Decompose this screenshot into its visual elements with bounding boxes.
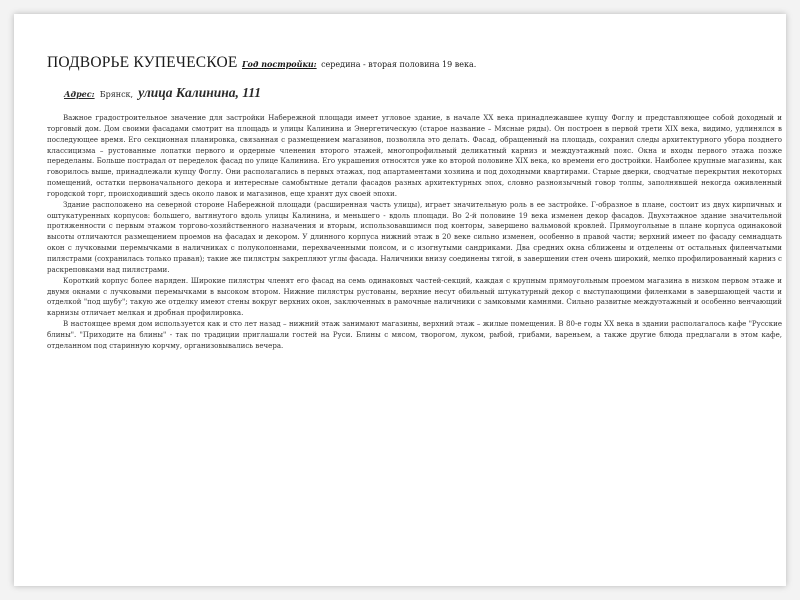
- document-sheet: [14, 14, 786, 586]
- document-title: ПОДВОРЬЕ КУПЕЧЕСКОЕ: [47, 54, 238, 71]
- title-line: [47, 54, 782, 74]
- address-city: Брянск,: [99, 90, 134, 99]
- address-line: [47, 84, 782, 103]
- year-label: Год постройки:: [242, 59, 317, 69]
- paragraph-4: В настоящее время дом используется как и сто лет назад – нижний этаж занимают магазины, верхний этаж – жилые помещения. В 80-е годы XX века в здании располагалось кафе "Русские блины". "Приходите на блины" - так по традиции приглашали гостей на Руси. Блины с мясом, творогом, луком, рыбой, грибами, вареньем, а также другие блюда предлагали в этом кафе, отделанном под старинную корчму, организовывались вечера.: [47, 319, 782, 350]
- document-content: [47, 54, 782, 352]
- address-street: улица Калинина, 111: [138, 85, 261, 100]
- document-body: [47, 113, 782, 352]
- year-value: середина - вторая половина 19 века.: [321, 60, 477, 69]
- paragraph-2: Здание расположено на северной стороне Набережной площади (расширенная часть улицы), играет значительную роль в ее застройке. Г-образное в плане, состоит из двух кирпичных и оштукатуренных корпусов: большего, вытянутого вдоль улицы Калинина, и меньшего - вдоль площади. Во 2-й половине 19 века изменен декор фасадов. Двухэтажное здание значительной протяженности с первым этажом торгово-хозяйственного назначения и вторым, использовавшимся под конторы, завершено вальмовой кровлей. Прямоугольные в плане корпуса одинаковой высоты отличаются размещением проемов на фасадах и декором. У длинного корпуса нижний этаж в 20 веке сильно изменен, особенно в правой части; верхний имеет по фасаду семнадцать окон с лучковыми перемычками в наличниках с полуколоннами, перехваченными поясом, и с изогнутыми сандриками. Два средних окна сближены и отделены от остальных филенчатыми пилястрами (сохранилась только правая); такие же пилястры закрепляют углы фасада. Наличники внизу соединены тягой, в завершении стен очень широкий, мелко профилированный карниз с раскреповками над пилястрами.: [47, 199, 782, 274]
- address-label: Адрес:: [64, 89, 95, 99]
- paragraph-3: Короткий корпус более наряден. Широкие пилястры членят его фасад на семь одинаковых частей-секций, каждая с крупным прямоугольным проемом магазина в низком первом этаже и двумя окнами с лучковыми перемычками в высоком втором. Нижние пилястры рустованы, верхние несут обильный штукатурный декор с выступающими филенками в завершающей части и отделкой "под шубу"; такую же отделку имеют стены вокруг верхних окон, заключенных в рамочные наличники с замковыми камнями. Сильно развитые междуэтажный и особенно венчающий карнизы отличает мелкая и дробная профилировка.: [47, 275, 782, 318]
- paragraph-1: Важное градостроительное значение для застройки Набережной площади имеет угловое здание, в начале XX века принадлежавшее купцу Фоглу и представляющее собой доходный и торговый дом. Дом своими фасадами смотрит на площадь и улицы Калинина и Энергетическую (старое название – Мясные ряды). Он построен в первой трети XIX века, видимо, удлинялся в последующее время. Его секционная планировка, связанная с размещением магазинов, позволяла это делать. Фасад, обращенный на площадь, сохранил следы архитектурного убора позднего классицизма – рустованные лопатки первого и ордерные членения второго этажей, многопрофильный деликатный карниз и междуэтажный пояс. Окна и входы первого этажа позже переделаны. Больше пострадал от переделок фасад по улице Калинина. Его украшения относятся уже ко второй половине XIX века, ко времени его достройки. Наиболее крупные магазины, как говорилось выше, принадлежали купцу Фоглу. Они располагались в первых этажах, под апартаментами хозяина и под доходными квартирами. Старые дверки, сводчатые перекрытия некоторых помещений, остатки первоначального декора и интересные самобытные детали фасадов разных архитектурных эпох, словно разноязычный говор толпы, заполнявшей некогда оживленный городской торг, происходивший здесь около лавок и магазинов, еще хранят дух своей эпохи.: [47, 113, 782, 198]
